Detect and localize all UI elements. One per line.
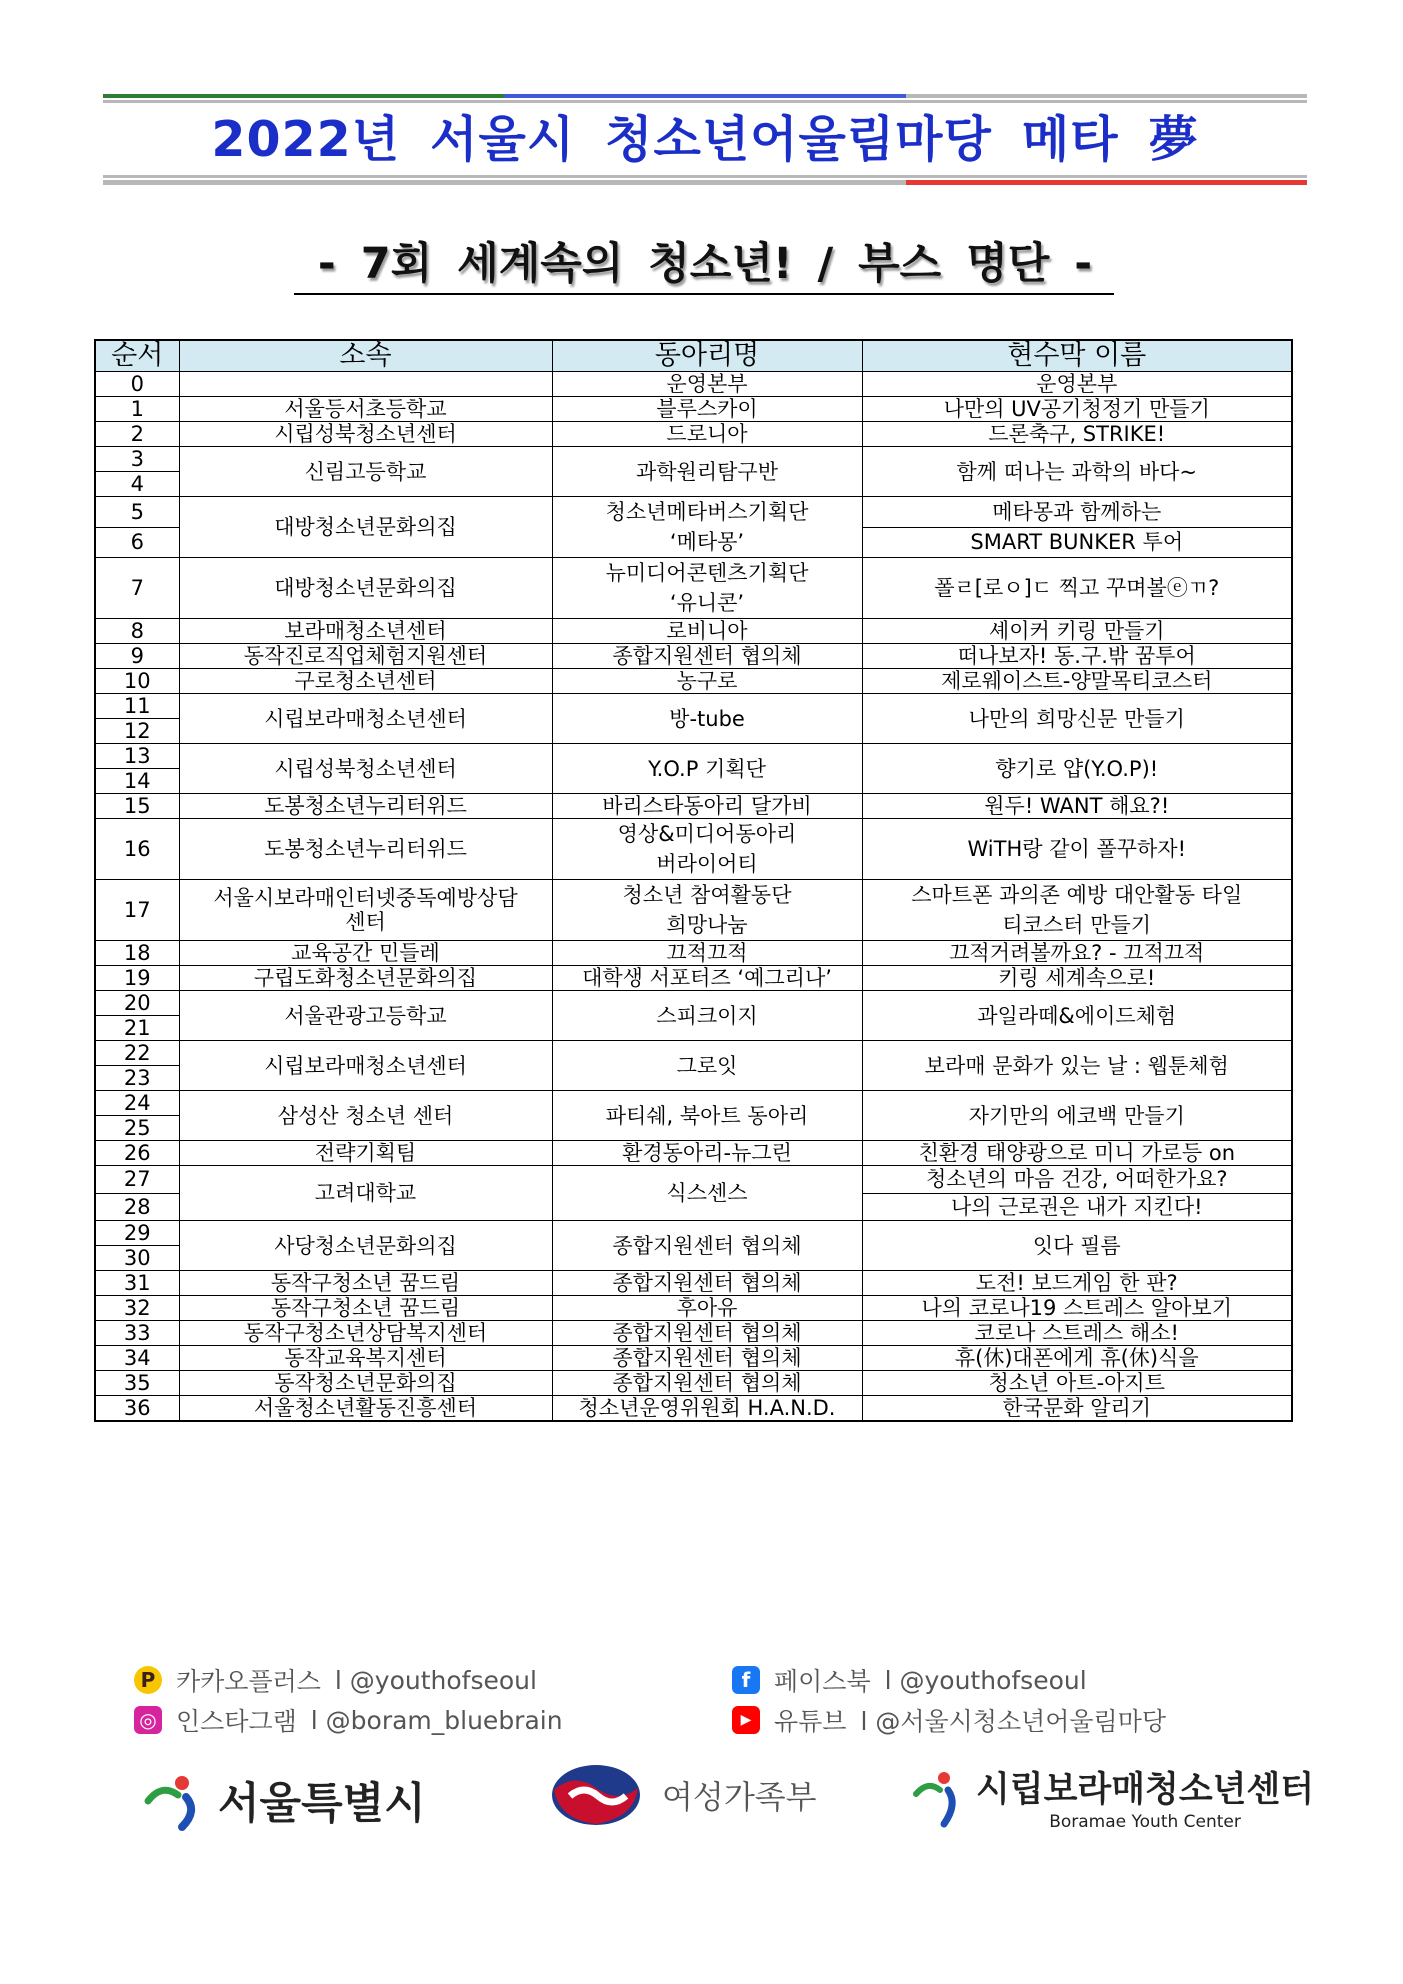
row-affiliation — [179, 880, 552, 941]
row-banner-name — [862, 1371, 1292, 1396]
header-affiliation: 소속 — [179, 340, 552, 372]
row-club-name — [552, 1041, 862, 1091]
boramae-logo-english: Boramae Youth Center — [1049, 1812, 1241, 1832]
club-name-line: 대학생 서포터즈 ‘예그리나’ — [582, 966, 832, 990]
row-affiliation: 동작구청소년상담복지센터 — [179, 1321, 552, 1346]
row-affiliation: 대방청소년문화의집 — [179, 497, 552, 558]
row-number: 18 — [95, 941, 179, 966]
row-club-name — [552, 497, 862, 558]
row-club-name — [552, 1221, 862, 1271]
row-affiliation: 동작구청소년 꿈드림 — [179, 1296, 552, 1321]
table-row — [95, 1296, 1292, 1321]
row-banner-name — [862, 1296, 1292, 1321]
banner-name-line: 과일라떼&에이드체험 — [977, 1003, 1177, 1028]
club-name-line: 그로잇 — [676, 1053, 738, 1078]
row-affiliation: 신림고등학교 — [179, 447, 552, 497]
row-number: 17 — [95, 880, 179, 941]
club-name-line: 끄적끄적 — [666, 941, 748, 965]
banner-name-line: 떠나보자! 동.구.밖 꿈투어 — [957, 644, 1196, 668]
row-number: 31 — [95, 1271, 179, 1296]
table-header-row — [95, 340, 1292, 372]
row-banner-name — [862, 1396, 1292, 1422]
mogef-logo — [548, 1762, 817, 1828]
table-row — [95, 941, 1292, 966]
facebook-link[interactable] — [732, 1662, 1087, 1698]
row-number: 23 — [95, 1066, 179, 1091]
club-name-line: 종합지원센터 협의체 — [612, 1346, 802, 1371]
club-name-line: 농구로 — [676, 669, 738, 693]
row-number: 29 — [95, 1221, 179, 1246]
row-banner-name — [862, 558, 1292, 619]
row-affiliation: 대방청소년문화의집 — [179, 558, 552, 619]
banner-name-line: 원두! WANT 해요?! — [984, 794, 1170, 818]
page-subtitle: - 7회 세계속의 청소년! / 부스 명단 - — [317, 239, 1093, 289]
row-number: 20 — [95, 991, 179, 1016]
row-number: 32 — [95, 1296, 179, 1321]
row-number: 13 — [95, 744, 179, 769]
row-club-name — [552, 1371, 862, 1396]
club-name-line: 영상&미디어동아리 — [617, 822, 797, 846]
club-name-line: 청소년 참여활동단 — [622, 883, 792, 907]
row-number: 3 — [95, 447, 179, 472]
row-banner-name — [862, 966, 1292, 991]
club-name-line: 블루스카이 — [656, 397, 758, 421]
row-affiliation: 동작진로직업체험지원센터 — [179, 644, 552, 669]
row-banner-name — [862, 694, 1292, 744]
row-club-name — [552, 1296, 862, 1321]
banner-name-line: 코로나 스트레스 해소! — [974, 1321, 1179, 1346]
table-row — [95, 558, 1292, 619]
row-number: 12 — [95, 719, 179, 744]
row-affiliation: 시립보라매청소년센터 — [179, 694, 552, 744]
table-row — [95, 819, 1292, 880]
club-name-line: 버라이어티 — [656, 852, 758, 876]
kakao-handle: l @youthofseoul — [334, 1665, 537, 1695]
banner-name-line: 티코스터 만들기 — [1002, 913, 1152, 937]
kakao-label: 카카오플러스 — [176, 1667, 321, 1696]
banner-name-line: 도전! 보드게임 한 판? — [975, 1271, 1178, 1296]
row-affiliation: 사당청소년문화의집 — [179, 1221, 552, 1271]
row-affiliation: 동작구청소년 꿈드림 — [179, 1271, 552, 1296]
club-name-line: 스피크이지 — [656, 1003, 758, 1028]
banner-name-line: 키링 세계속으로! — [998, 966, 1156, 990]
row-affiliation: 구로청소년센터 — [179, 669, 552, 694]
row-club-name — [552, 669, 862, 694]
row-club-name — [552, 397, 862, 422]
banner-name-line: 휴(休)대폰에게 휴(休)식을 — [954, 1346, 1199, 1371]
banner-name-line: 나의 코로나19 스트레스 알아보기 — [921, 1296, 1232, 1321]
row-affiliation: 도봉청소년누리터위드 — [179, 819, 552, 880]
banner-name-line: 함께 떠나는 과학의 바다~ — [956, 459, 1197, 484]
banner-name-line: 나만의 UV공기청정기 만들기 — [943, 397, 1210, 421]
row-number: 9 — [95, 644, 179, 669]
row-number: 28 — [95, 1193, 179, 1221]
affiliation-line: 센터 — [345, 910, 386, 934]
club-name-line: 드로니아 — [666, 422, 748, 446]
seoul-emblem-icon — [142, 1771, 212, 1831]
banner-name-line: 셰이커 키링 만들기 — [988, 619, 1165, 643]
row-banner-name — [862, 880, 1292, 941]
table-row — [95, 880, 1292, 941]
row-club-name — [552, 794, 862, 819]
row-club-name — [552, 991, 862, 1041]
row-club-name — [552, 966, 862, 991]
row-number: 5 — [95, 497, 179, 528]
table-row — [95, 422, 1292, 447]
banner-name-line: 제로웨이스트-양말목티코스터 — [941, 669, 1213, 693]
banner-name-line: 스마트폰 과의존 예방 대안활동 타일 — [911, 883, 1243, 907]
table-row — [95, 1271, 1292, 1296]
mogef-logo-text: 여성가족부 — [662, 1778, 817, 1816]
row-club-name — [552, 422, 862, 447]
row-banner-name: 청소년의 마음 건강, 어떠한가요? — [862, 1166, 1292, 1194]
row-number: 16 — [95, 819, 179, 880]
table-row — [95, 744, 1292, 769]
row-banner-name — [862, 447, 1292, 497]
row-club-name — [552, 1091, 862, 1141]
club-name-line: 청소년메타버스기획단 — [605, 500, 809, 524]
table-row — [95, 497, 1292, 528]
row-number: 25 — [95, 1116, 179, 1141]
club-name-line: Y.O.P 기획단 — [648, 756, 766, 781]
row-affiliation: 전략기획팀 — [179, 1141, 552, 1166]
club-name-line: 식스센스 — [666, 1181, 748, 1206]
row-club-name — [552, 619, 862, 644]
row-club-name — [552, 1271, 862, 1296]
banner-name-line: 잇다 필름 — [1032, 1233, 1121, 1258]
row-affiliation: 도봉청소년누리터위드 — [179, 794, 552, 819]
row-affiliation: 동작청소년문화의집 — [179, 1371, 552, 1396]
row-number: 21 — [95, 1016, 179, 1041]
club-name-line: 종합지원센터 협의체 — [612, 644, 802, 668]
table-row — [95, 1166, 1292, 1194]
table-row — [95, 669, 1292, 694]
row-banner-name: SMART BUNKER 투어 — [862, 527, 1292, 558]
row-banner-name: 메타몽과 함께하는 — [862, 497, 1292, 528]
row-number: 27 — [95, 1166, 179, 1194]
row-club-name — [552, 941, 862, 966]
table-row — [95, 991, 1292, 1016]
club-name-line: 운영본부 — [666, 372, 748, 396]
club-name-line: 종합지원센터 협의체 — [612, 1321, 802, 1346]
header-bottom-gray-line — [103, 175, 1307, 178]
banner-name-line: 폴ㄹ[로ㅇ]ㄷ 찍고 꾸며볼ⓔㄲ? — [934, 576, 1220, 600]
header-banner-name: 현수막 이름 — [862, 340, 1292, 372]
club-name-line: 뉴미디어콘텐츠기획단 — [605, 561, 809, 585]
row-club-name — [552, 694, 862, 744]
club-name-line: 희망나눔 — [666, 913, 748, 937]
club-name-line: 종합지원센터 협의체 — [612, 1271, 802, 1296]
row-affiliation: 서울관광고등학교 — [179, 991, 552, 1041]
row-affiliation: 삼성산 청소년 센터 — [179, 1091, 552, 1141]
row-number: 7 — [95, 558, 179, 619]
club-name-line: ‘메타몽’ — [669, 530, 745, 554]
row-banner-name — [862, 1271, 1292, 1296]
facebook-handle: l @youthofseoul — [884, 1665, 1087, 1695]
row-number: 10 — [95, 669, 179, 694]
table-row — [95, 1371, 1292, 1396]
table-row — [95, 694, 1292, 719]
banner-name-line: WiTH랑 같이 폴꾸하자! — [967, 837, 1187, 861]
banner-name-line: 한국문화 알리기 — [1002, 1396, 1152, 1421]
club-name-line: 종합지원센터 협의체 — [612, 1371, 802, 1396]
row-number: 33 — [95, 1321, 179, 1346]
header-club-name: 동아리명 — [552, 340, 862, 372]
club-name-line: 로비니아 — [666, 619, 748, 643]
table-row — [95, 644, 1292, 669]
row-number: 14 — [95, 769, 179, 794]
row-club-name — [552, 372, 862, 397]
row-banner-name — [862, 744, 1292, 794]
row-banner-name — [862, 991, 1292, 1041]
row-banner-name — [862, 397, 1292, 422]
row-affiliation: 시립보라매청소년센터 — [179, 1041, 552, 1091]
row-banner-name — [862, 619, 1292, 644]
row-affiliation: 동작교육복지센터 — [179, 1346, 552, 1371]
facebook-label: 페이스북 — [774, 1667, 871, 1696]
instagram-link[interactable] — [134, 1702, 563, 1738]
row-number: 36 — [95, 1396, 179, 1422]
table-row — [95, 1221, 1292, 1246]
banner-name-line: 나만의 희망신문 만들기 — [968, 706, 1185, 731]
taegeuk-emblem-icon — [548, 1762, 644, 1828]
row-banner-name — [862, 422, 1292, 447]
seoul-logo — [142, 1770, 426, 1831]
affiliation-line: 서울시보라매인터넷중독예방상담 — [213, 886, 518, 910]
row-club-name — [552, 1141, 862, 1166]
club-name-line: ‘유니콘’ — [669, 591, 745, 615]
row-affiliation: 서울청소년활동진흥센터 — [179, 1396, 552, 1422]
row-affiliation: 보라매청소년센터 — [179, 619, 552, 644]
row-number: 34 — [95, 1346, 179, 1371]
table-row — [95, 1091, 1292, 1116]
kakao-link[interactable] — [134, 1662, 537, 1698]
page-title: 2022년 서울시 청소년어울림마당 메타 夢 — [211, 111, 1199, 168]
club-name-line: 과학원리탐구반 — [635, 459, 778, 484]
row-number: 2 — [95, 422, 179, 447]
row-affiliation: 구립도화청소년문화의집 — [179, 966, 552, 991]
row-banner-name — [862, 644, 1292, 669]
table-row — [95, 794, 1292, 819]
instagram-icon: ◎ — [134, 1706, 162, 1734]
banner-name-line: 보라매 문화가 있는 날 : 웹툰체험 — [924, 1053, 1229, 1078]
row-banner-name — [862, 669, 1292, 694]
row-club-name — [552, 744, 862, 794]
row-number: 8 — [95, 619, 179, 644]
banner-name-line: 청소년 아트-아지트 — [988, 1371, 1166, 1396]
row-banner-name — [862, 1041, 1292, 1091]
row-banner-name — [862, 1321, 1292, 1346]
club-name-line: 환경동아리-뉴그린 — [622, 1141, 792, 1165]
seoul-logo-text: 서울특별시 — [218, 1779, 426, 1829]
boramae-logo-text: 시립보라매청소년센터 — [976, 1770, 1315, 1810]
club-name-line: 방-tube — [669, 706, 745, 731]
instagram-label: 인스타그램 — [176, 1707, 297, 1736]
table-row — [95, 1346, 1292, 1371]
youtube-link[interactable] — [732, 1702, 1166, 1738]
row-number: 6 — [95, 527, 179, 558]
club-name-line: 청소년운영위원회 H.A.N.D. — [578, 1396, 836, 1421]
row-club-name — [552, 1166, 862, 1221]
row-number: 0 — [95, 372, 179, 397]
row-club-name — [552, 1346, 862, 1371]
header-top-gray-line — [103, 100, 1307, 103]
banner-name-line: 운영본부 — [1036, 372, 1118, 396]
table-row — [95, 1321, 1292, 1346]
table-row — [95, 1141, 1292, 1166]
banner-name-line: 친환경 태양광으로 미니 가로등 on — [918, 1141, 1236, 1165]
row-affiliation: 시립성북청소년센터 — [179, 422, 552, 447]
club-name-line: 후아유 — [676, 1296, 738, 1321]
row-club-name — [552, 880, 862, 941]
table-row — [95, 1041, 1292, 1066]
row-number: 19 — [95, 966, 179, 991]
row-banner-name: 나의 근로권은 내가 지킨다! — [862, 1193, 1292, 1221]
instagram-handle: l @boram_bluebrain — [310, 1705, 563, 1735]
row-banner-name — [862, 1141, 1292, 1166]
row-club-name — [552, 644, 862, 669]
row-number: 11 — [95, 694, 179, 719]
header-bottom-color-bar — [103, 180, 1307, 185]
banner-name-line: 향기로 얍(Y.O.P)! — [995, 756, 1159, 781]
kakao-icon: P — [134, 1666, 162, 1694]
club-name-line: 바리스타동아리 달가비 — [602, 794, 812, 818]
row-affiliation: 시립성북청소년센터 — [179, 744, 552, 794]
youtube-label: 유튜브 — [774, 1707, 847, 1736]
row-banner-name — [862, 819, 1292, 880]
row-club-name — [552, 447, 862, 497]
row-affiliation: 서울등서초등학교 — [179, 397, 552, 422]
header-order: 순서 — [95, 340, 179, 372]
row-number: 24 — [95, 1091, 179, 1116]
row-number: 30 — [95, 1246, 179, 1271]
row-club-name — [552, 558, 862, 619]
row-number: 26 — [95, 1141, 179, 1166]
facebook-icon: f — [732, 1666, 760, 1694]
row-banner-name — [862, 1346, 1292, 1371]
table-row — [95, 966, 1292, 991]
row-number: 22 — [95, 1041, 179, 1066]
club-name-line: 파티쉐, 북아트 동아리 — [605, 1103, 809, 1128]
youtube-handle: l @서울시청소년어울림마당 — [860, 1707, 1166, 1736]
table-row — [95, 619, 1292, 644]
row-banner-name — [862, 941, 1292, 966]
row-banner-name — [862, 372, 1292, 397]
row-number: 35 — [95, 1371, 179, 1396]
row-affiliation: 교육공간 민들레 — [179, 941, 552, 966]
booth-roster-table — [94, 339, 1293, 1422]
table-row — [95, 447, 1292, 472]
row-number: 1 — [95, 397, 179, 422]
table-row — [95, 397, 1292, 422]
row-banner-name — [862, 1091, 1292, 1141]
row-banner-name — [862, 1221, 1292, 1271]
boramae-logo — [912, 1762, 1314, 1832]
row-banner-name — [862, 794, 1292, 819]
row-affiliation — [179, 372, 552, 397]
header-top-color-bar — [103, 94, 1307, 98]
youtube-icon: ▶ — [732, 1706, 760, 1734]
row-affiliation: 고려대학교 — [179, 1166, 552, 1221]
banner-name-line: 끄적거려볼까요? - 끄적끄적 — [949, 941, 1205, 965]
club-name-line: 종합지원센터 협의체 — [612, 1233, 802, 1258]
table-row — [95, 372, 1292, 397]
row-club-name — [552, 1321, 862, 1346]
boramae-emblem-icon — [912, 1764, 968, 1830]
row-number: 15 — [95, 794, 179, 819]
row-club-name — [552, 1396, 862, 1422]
banner-name-line: 자기만의 에코백 만들기 — [968, 1103, 1185, 1128]
banner-name-line: 드론축구, STRIKE! — [988, 422, 1166, 446]
subtitle-underline — [294, 293, 1114, 295]
row-club-name — [552, 819, 862, 880]
row-number: 4 — [95, 472, 179, 497]
table-row — [95, 1396, 1292, 1422]
